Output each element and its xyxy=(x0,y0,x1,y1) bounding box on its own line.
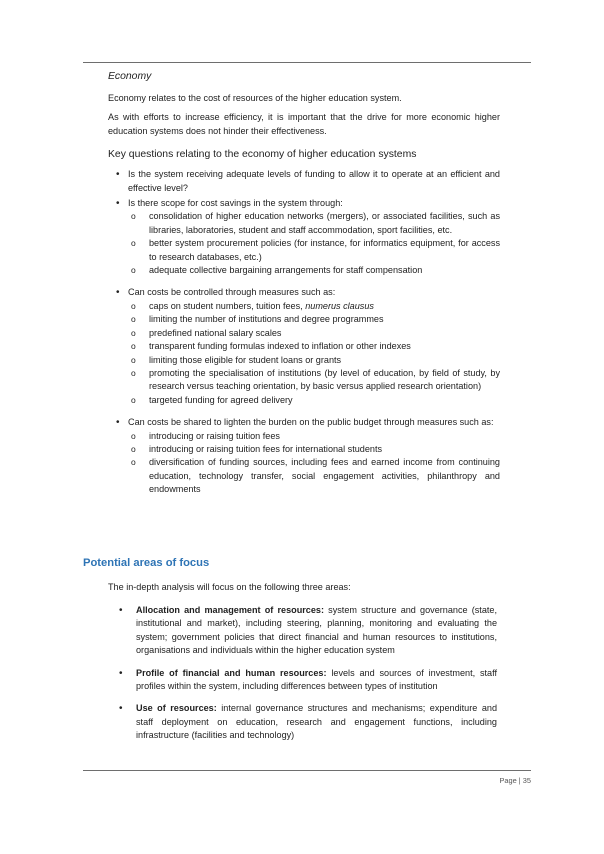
sub-list xyxy=(128,210,500,277)
sub-item: o limiting the number of institutions and degree programmes xyxy=(128,313,500,326)
economy-section xyxy=(108,70,500,506)
question-item: • Can costs be shared to lighten the burden on the public budget through measures such as: o introducing or raising tuition fees o introducing or raising tuition fees for international students o diversification of funding sources, including fees and earned income from continuing education, technology transfer, social engagement activities, philanthropy and endowments xyxy=(108,416,500,496)
sub-list xyxy=(128,430,500,497)
section-heading: Economy xyxy=(108,71,152,82)
bullet-icon: • xyxy=(116,169,120,181)
question-item: • Can costs be controlled through measures such as: o caps on student numbers, tuition fees, numerus clausus o limiting the number of institutions and degree programmes o predefined national salary scales o transparent funding formulas indexed to inflation or other indexes o limiting those eligible for student loans or grants o promoting the specialisation of institutions (by level of education, by field of study, by research versus teaching orientation, by basic versus applied research orientation) o targeted funding for agreed delivery xyxy=(108,286,500,407)
circle-bullet-icon: o xyxy=(131,394,136,405)
bullet-icon: • xyxy=(116,417,120,429)
question-item: • Is there scope for cost savings in the system through: o consolidation of higher education networks (mergers), or associated facilities, such as libraries, laboratories, student and staff accommodation, sport facilities, etc. o better system procurement policies (for instance, for informatics equipment, for access to research databases, etc.) o adequate collective bargaining arrangements for staff compensation xyxy=(108,197,500,277)
sub-item: o consolidation of higher education networks (mergers), or associated facilities, such as libraries, laboratories, student and staff accommodation, sport facilities, etc. xyxy=(131,211,500,235)
focus-item-text: internal governance structures and mechanisms; expenditure and staff deployment on education, research and engagement functions, including infrastructure (facilities and technology) xyxy=(136,703,497,741)
cost-control-list xyxy=(108,286,500,407)
focus-item xyxy=(117,702,497,742)
sub-item: o better system procurement policies (for instance, for informatics equipment, for access to research databases, etc.) xyxy=(131,238,500,262)
focus-item-text: levels and sources of investment, staff profiles within the system, including differences between types of institution xyxy=(136,667,497,692)
sub-item: o introducing or raising tuition fees for international students xyxy=(128,443,500,456)
circle-bullet-icon: o xyxy=(131,300,136,311)
focus-item-text: system structure and governance (state, institutional and market), including steering, planning, monitoring and evaluating the system; government policies that direct financial and human resources to institutions, organisations and individuals within the higher education system xyxy=(136,605,497,656)
focus-heading: Potential areas of focus xyxy=(83,557,210,569)
page-number: Page | 35 xyxy=(499,776,531,785)
circle-bullet-icon: o xyxy=(131,341,136,352)
header-rule xyxy=(83,62,531,63)
bullet-icon: • xyxy=(119,605,123,616)
circle-bullet-icon: o xyxy=(131,354,136,365)
circle-bullet-icon: o xyxy=(131,265,136,276)
circle-bullet-icon: o xyxy=(131,443,136,454)
bullet-icon: • xyxy=(116,287,120,299)
focus-list xyxy=(117,604,497,743)
bullet-icon: • xyxy=(119,667,123,679)
footer-rule xyxy=(83,770,531,771)
circle-bullet-icon: o xyxy=(131,430,136,441)
sub-item: o diversification of funding sources, including fees and earned income from continuing education, technology transfer, social engagement activities, philanthropy and endowments xyxy=(131,457,500,495)
sub-item: o transparent funding formulas indexed to inflation or other indexes xyxy=(128,340,500,353)
focus-intro: The in-depth analysis will focus on the following three areas: xyxy=(108,582,351,592)
key-questions-heading: Key questions relating to the economy of higher education systems xyxy=(108,149,417,161)
circle-bullet-icon: o xyxy=(131,314,136,325)
intro-paragraph: Economy relates to the cost of resources of the higher education system. xyxy=(108,93,402,103)
circle-bullet-icon: o xyxy=(131,367,136,378)
focus-item-label: Profile of financial and human resources: xyxy=(136,667,327,678)
sub-item: o predefined national salary scales xyxy=(128,327,500,340)
sub-item: o promoting the specialisation of institutions (by level of education, by field of study, by research versus teaching orientation, by basic versus applied research orientation) xyxy=(131,367,500,392)
focus-item-label: Allocation and management of resources: xyxy=(136,605,324,615)
question-list xyxy=(108,168,500,277)
circle-bullet-icon: o xyxy=(131,238,136,249)
sub-item: o limiting those eligible for student loans or grants xyxy=(128,354,500,367)
sub-item: o introducing or raising tuition fees xyxy=(128,430,500,443)
bullet-icon: • xyxy=(119,703,123,715)
sub-item: o adequate collective bargaining arrangements for staff compensation xyxy=(128,264,500,277)
bullet-icon: • xyxy=(116,198,120,210)
circle-bullet-icon: o xyxy=(131,457,136,468)
question-item: • Is the system receiving adequate levels of funding to allow it to operate at an efficient and effective level? xyxy=(116,169,500,193)
sub-item: o caps on student numbers, tuition fees, numerus clausus xyxy=(128,300,500,313)
italic-term: numerus clausus xyxy=(305,300,374,311)
focus-item xyxy=(117,667,497,694)
efficiency-paragraph: As with efforts to increase efficiency, it is important that the drive for more economic higher education systems does not hinder their effectiveness. xyxy=(108,112,500,136)
cost-sharing-list xyxy=(108,416,500,496)
focus-item xyxy=(117,604,497,658)
sub-item: o targeted funding for agreed delivery xyxy=(128,394,500,407)
sub-list xyxy=(128,300,500,407)
focus-item-label: Use of resources: xyxy=(136,703,217,714)
focus-section xyxy=(117,604,497,752)
circle-bullet-icon: o xyxy=(131,211,136,222)
circle-bullet-icon: o xyxy=(131,327,136,338)
